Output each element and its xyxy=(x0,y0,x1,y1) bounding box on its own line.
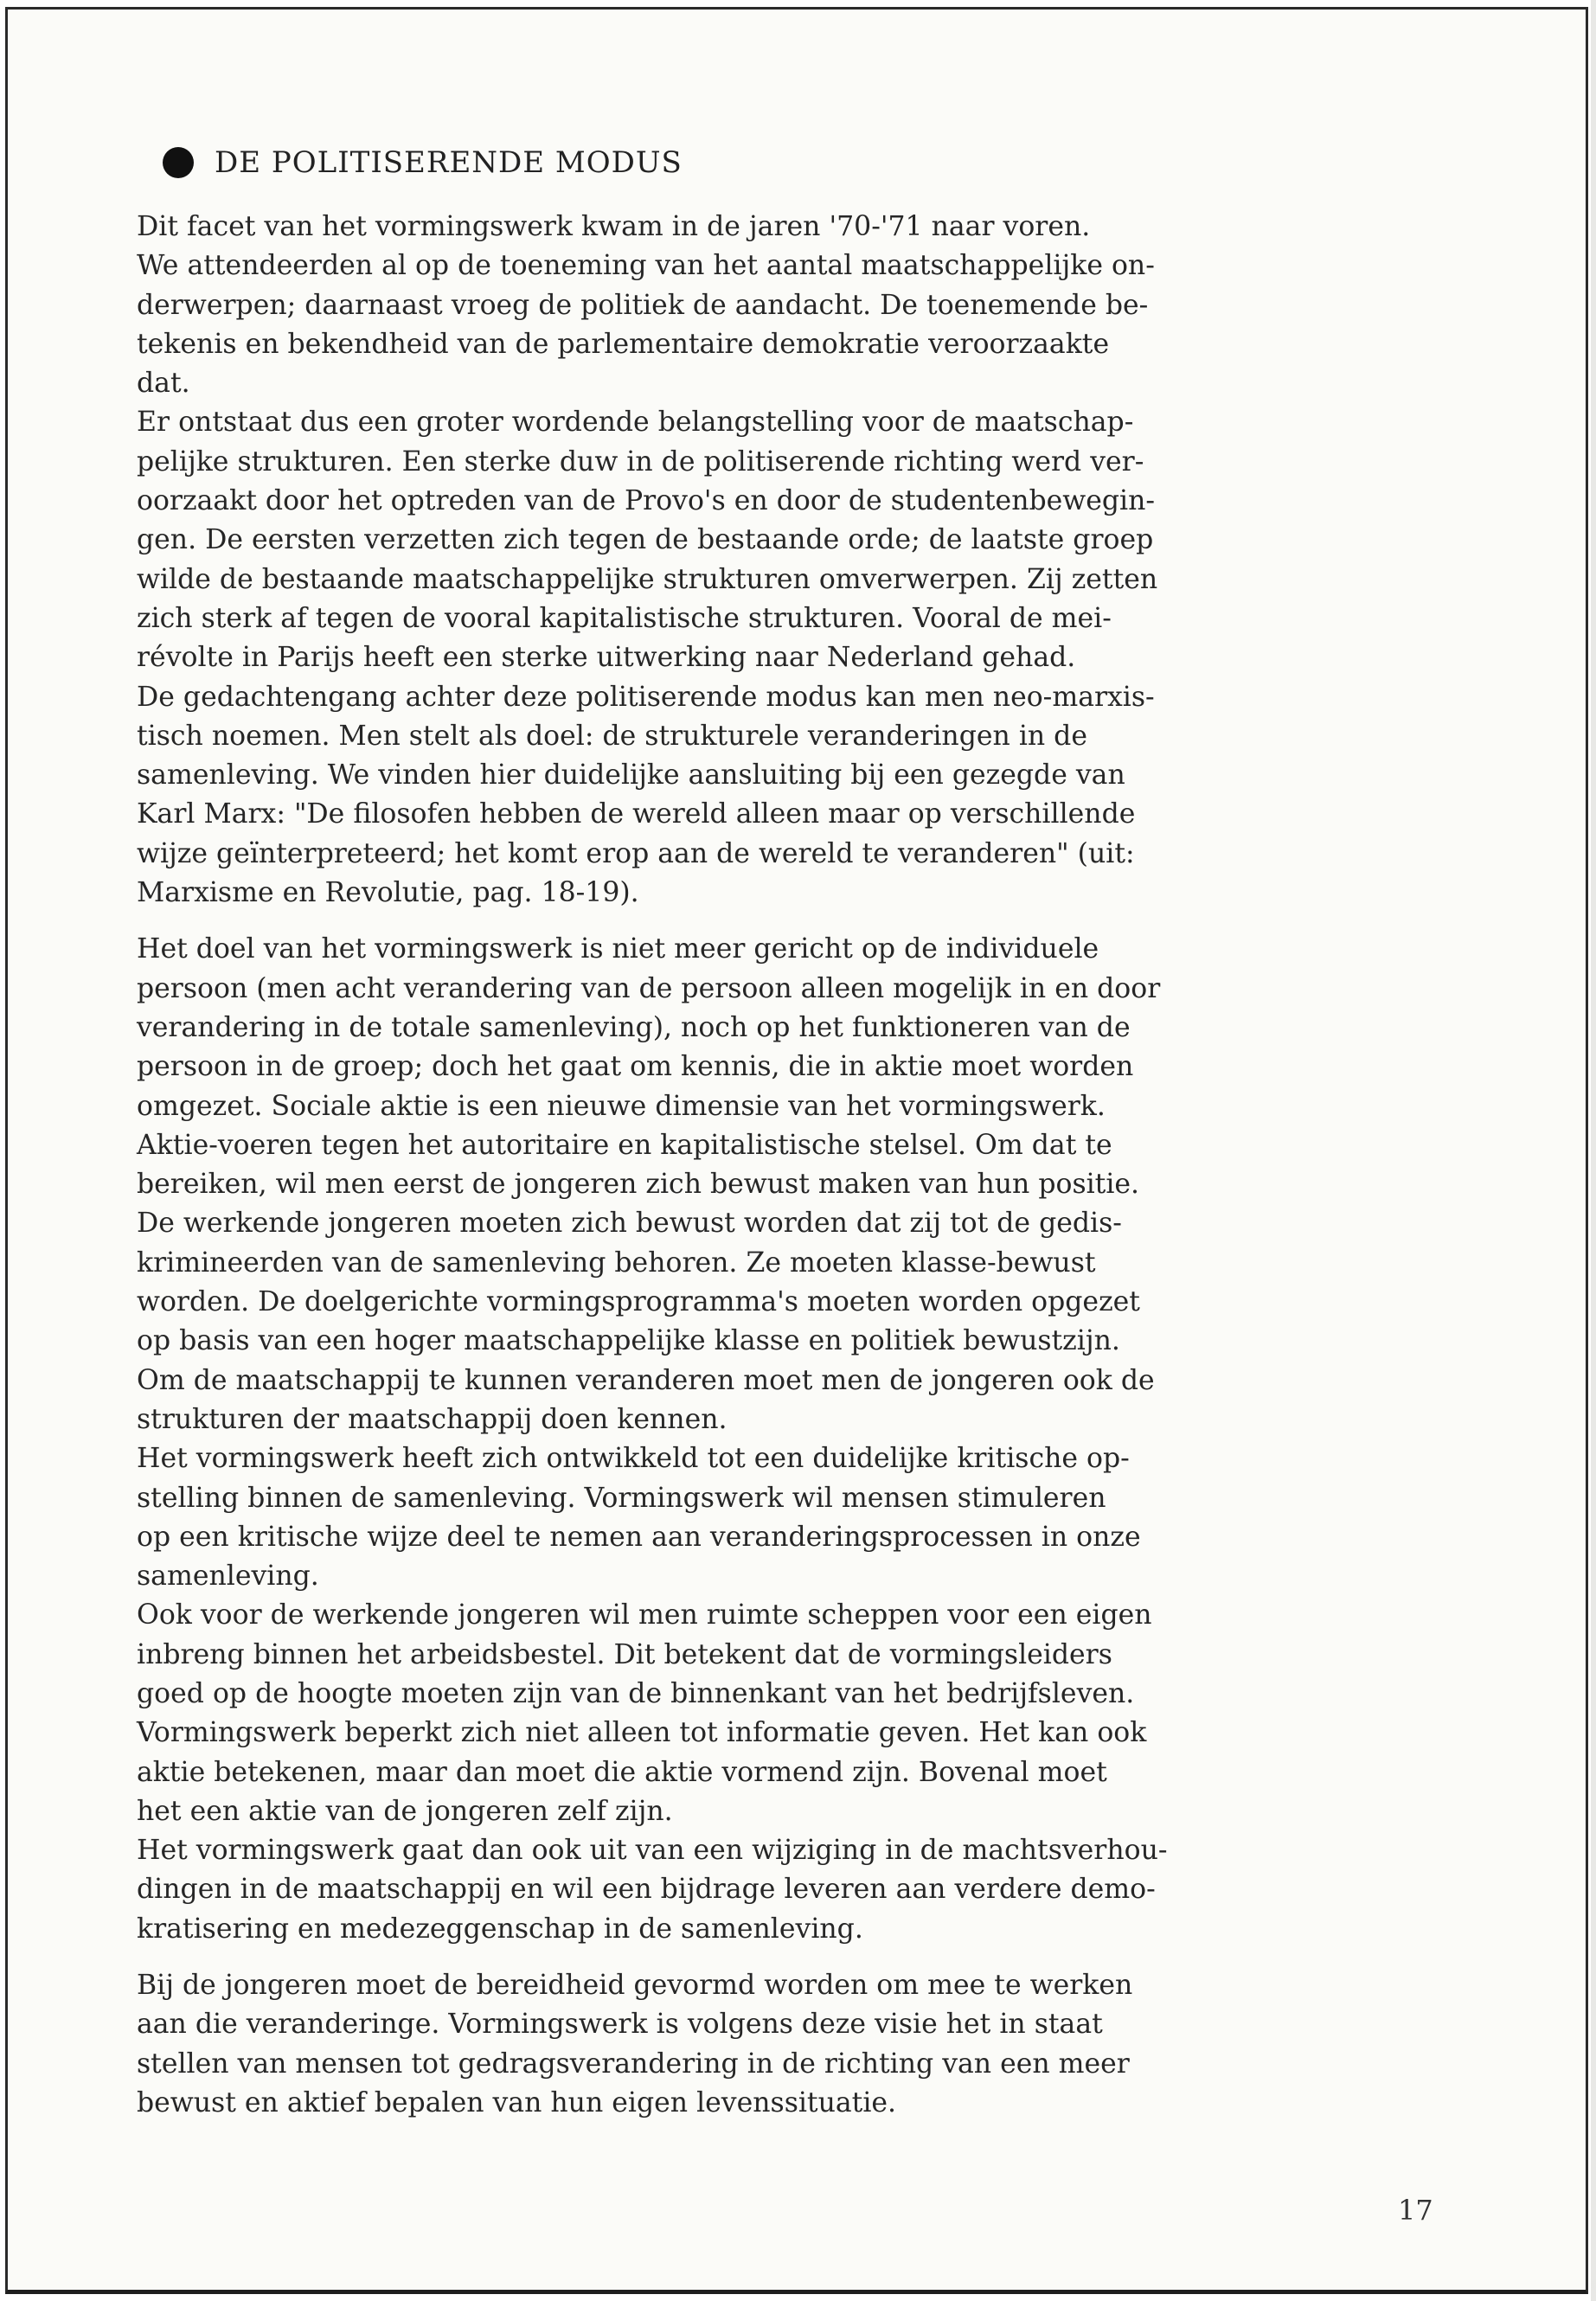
text-line: Om de maatschappij te kunnen veranderen moet men de jongeren ook de xyxy=(137,1364,1155,1396)
text-line: strukturen der maatschappij doen kennen. xyxy=(137,1403,727,1435)
paragraph xyxy=(137,208,1452,913)
text-line: persoon in de groep; doch het gaat om kennis, die in aktie moet worden xyxy=(137,1051,1134,1083)
section-heading xyxy=(163,145,1452,180)
text-line: Dit facet van het vormingswerk kwam in de jaren '70-'71 naar voren. xyxy=(137,211,1091,242)
page-number: 17 xyxy=(1398,2194,1433,2227)
text-line: stellen van mensen tot gedragsverandering in de richting van een meer xyxy=(137,2048,1130,2080)
text-line: Bij de jongeren moet de bereidheid gevormd worden om mee te werken xyxy=(137,1970,1133,2002)
text-line: wilde de bestaande maatschappelijke strukturen omverwerpen. Zij zetten xyxy=(137,563,1158,595)
text-line: Marxisme en Revolutie, pag. 18-19). xyxy=(137,877,639,909)
text-line: tekenis en bekendheid van de parlementaire demokratie veroorzaakte xyxy=(137,328,1110,360)
text-line: gen. De eersten verzetten zich tegen de bestaande orde; de laatste groep xyxy=(137,524,1154,556)
text-line: We attendeerden al op de toeneming van het aantal maatschappelijke on- xyxy=(137,250,1155,282)
text-line: inbreng binnen het arbeidsbestel. Dit betekent dat de vormingsleiders xyxy=(137,1638,1112,1670)
text-line: Het vormingswerk gaat dan ook uit van een wijziging in de machtsverhou- xyxy=(137,1835,1168,1867)
text-line: kratisering en medezeggenschap in de samenleving. xyxy=(137,1913,863,1945)
document-body xyxy=(137,145,1452,2123)
text-line: Het vormingswerk heeft zich ontwikkeld tot een duidelijke kritische op- xyxy=(137,1443,1130,1475)
text-line: worden. De doelgerichte vormingsprogramma's moeten worden opgezet xyxy=(137,1286,1140,1318)
text-line: wijze geïnterpreteerd; het komt erop aan de wereld te veranderen" (uit: xyxy=(137,837,1135,869)
paragraph xyxy=(137,1966,1452,2123)
text-line: samenleving. xyxy=(137,1561,319,1593)
text-line: samenleving. We vinden hier duidelijke aansluiting bij een gezegde van xyxy=(137,760,1125,792)
text-line: Vormingswerk beperkt zich niet alleen tot informatie geven. Het kan ook xyxy=(137,1717,1147,1749)
text-line: oorzaakt door het optreden van de Provo's en door de studentenbewegin- xyxy=(137,485,1156,517)
text-line: omgezet. Sociale aktie is een nieuwe dimensie van het vormingswerk. xyxy=(137,1090,1106,1122)
text-line: De gedachtengang achter deze politiserende modus kan men neo-marxis- xyxy=(137,681,1155,713)
text-line: Het doel van het vormingswerk is niet meer gericht op de individuele xyxy=(137,933,1099,965)
text-line: het een aktie van de jongeren zelf zijn. xyxy=(137,1795,673,1827)
paragraph-gap xyxy=(137,913,1452,930)
text-line: Aktie-voeren tegen het autoritaire en kapitalistische stelsel. Om dat te xyxy=(137,1129,1112,1161)
text-line: bereiken, wil men eerst de jongeren zich bewust maken van hun positie. xyxy=(137,1169,1140,1201)
text-line: op een kritische wijze deel te nemen aan veranderingsprocessen in onze xyxy=(137,1521,1141,1553)
text-line: persoon (men acht verandering van de persoon alleen mogelijk in en door xyxy=(137,972,1161,1004)
text-line: Karl Marx: "De filosofen hebben de wereld alleen maar op verschillende xyxy=(137,798,1136,830)
text-line: dingen in de maatschappij en wil een bijdrage leveren aan verdere demo- xyxy=(137,1874,1156,1906)
text-line: Ook voor de werkende jongeren wil men ruimte scheppen voor een eigen xyxy=(137,1599,1152,1631)
paragraph xyxy=(137,930,1452,1949)
text-line: zich sterk af tegen de vooral kapitalistische strukturen. Vooral de mei- xyxy=(137,602,1112,634)
text-line: krimineerden van de samenleving behoren. Ze moeten klasse-bewust xyxy=(137,1247,1096,1279)
text-line: op basis van een hoger maatschappelijke klasse en politiek bewustzijn. xyxy=(137,1325,1120,1357)
paragraph-gap xyxy=(137,1949,1452,1966)
text-line: Er ontstaat dus een groter wordende belangstelling voor de maatschap- xyxy=(137,407,1134,439)
text-line: aktie betekenen, maar dan moet die aktie vormend zijn. Bovenal moet xyxy=(137,1756,1107,1788)
page-edge xyxy=(1591,0,1596,2301)
section-title: DE POLITISERENDE MODUS xyxy=(215,145,683,180)
text-line: goed op de hoogte moeten zijn van de binnenkant van het bedrijfsleven. xyxy=(137,1677,1135,1709)
bullet-icon xyxy=(163,147,194,178)
paragraphs xyxy=(137,208,1452,2123)
text-line: derwerpen; daarnaast vroeg de politiek de aandacht. De toenemende be- xyxy=(137,289,1149,321)
text-line: dat. xyxy=(137,368,190,400)
text-line: pelijke strukturen. Een sterke duw in de politiserende richting werd ver- xyxy=(137,445,1144,478)
text-line: De werkende jongeren moeten zich bewust worden dat zij tot de gedis- xyxy=(137,1208,1122,1240)
text-line: stelling binnen de samenleving. Vormingswerk wil mensen stimuleren xyxy=(137,1482,1106,1514)
text-line: tisch noemen. Men stelt als doel: de strukturele veranderingen in de xyxy=(137,720,1087,752)
text-line: révolte in Parijs heeft een sterke uitwerking naar Nederland gehad. xyxy=(137,642,1076,674)
text-line: aan die veranderinge. Vormingswerk is volgens deze visie het in staat xyxy=(137,2009,1103,2041)
text-line: bewust en aktief bepalen van hun eigen levenssituatie. xyxy=(137,2086,897,2118)
text-line: verandering in de totale samenleving), noch op het funktioneren van de xyxy=(137,1011,1131,1043)
